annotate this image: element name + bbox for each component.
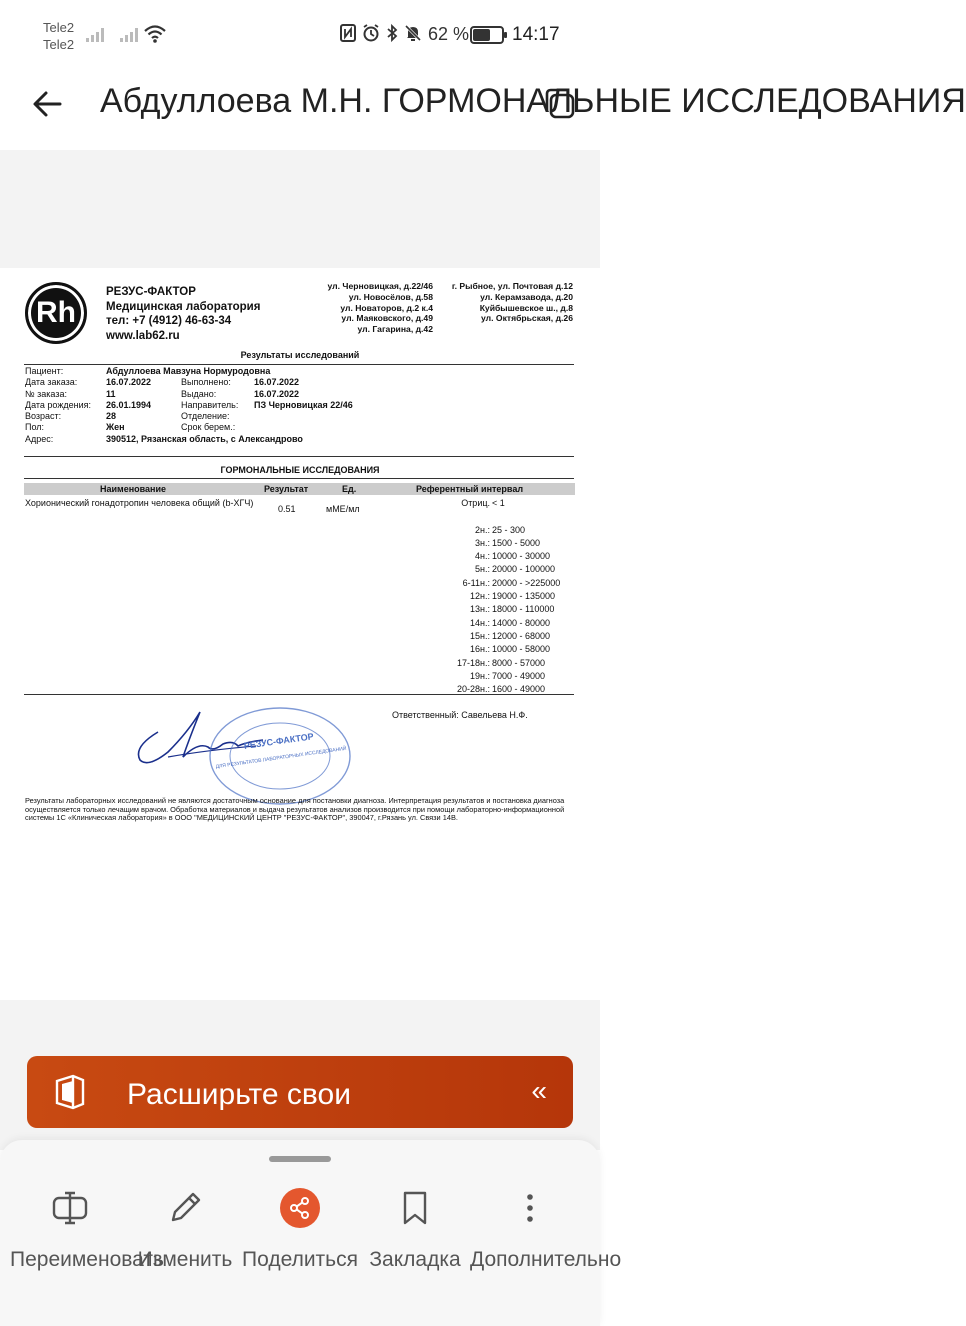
table-header — [24, 483, 575, 495]
address-line: ул. Новосёлов, д.58 — [348, 291, 433, 302]
signal-1-icon — [86, 26, 104, 42]
divider — [24, 456, 574, 457]
birth-date: 26.01.1994 — [106, 399, 152, 410]
address-line: ул. Новаторов, д.2 к.4 — [340, 302, 433, 313]
done-date: 16.07.2022 — [254, 377, 300, 388]
reference-intervals — [400, 498, 570, 697]
battery-percent: 62 % — [428, 24, 470, 44]
test-result: 0.51 — [278, 504, 296, 514]
order-date: 16.07.2022 — [106, 377, 152, 388]
test-name: Хорионический гонадотропин человека общий (b-ХГЧ) — [25, 498, 254, 508]
ref-period: 6-11н.: — [462, 577, 490, 588]
copy-icon[interactable] — [542, 86, 578, 122]
ref-interval-row — [400, 658, 570, 671]
ref-interval-row — [400, 511, 570, 524]
arrow-left-icon[interactable] — [30, 86, 66, 122]
col-result: Результат — [264, 484, 309, 494]
addresses-col-2 — [440, 281, 573, 324]
share-button[interactable] — [240, 1188, 360, 1274]
signal-2-icon — [120, 26, 138, 42]
bluetooth-icon — [386, 24, 398, 42]
address-line: ул. Гагарина, д.42 — [357, 324, 433, 335]
clock: 14:17 — [512, 24, 560, 45]
ref-interval-row — [400, 551, 570, 564]
double-chevron-left-icon[interactable]: « — [531, 1075, 547, 1106]
more-button[interactable] — [470, 1188, 622, 1274]
upgrade-banner[interactable] — [27, 1056, 573, 1128]
ref-interval-row — [400, 604, 570, 617]
ref-interval-row — [400, 525, 570, 538]
carrier-2: Tele2 — [43, 37, 75, 52]
lab-info — [106, 285, 260, 343]
carrier-names — [43, 19, 74, 53]
lab-subtitle: Медицинская лаборатория — [106, 300, 261, 313]
pencil-icon — [165, 1188, 205, 1228]
action-label: Закладка — [369, 1248, 461, 1271]
more-icon — [510, 1188, 550, 1228]
ref-range: 1500 - 5000 — [492, 537, 541, 548]
ref-range: 12000 - 68000 — [492, 630, 551, 641]
ref-period: 12н.: — [470, 591, 490, 602]
ref-interval-row — [400, 498, 570, 511]
issued-label: Выдано: — [181, 388, 217, 399]
ref-interval-row — [400, 578, 570, 591]
ref-range: 10000 - 58000 — [492, 644, 551, 655]
ref-range: 10000 - 30000 — [492, 551, 551, 562]
divider — [24, 364, 574, 365]
order-date-label: Дата заказа: — [25, 377, 78, 388]
wifi-icon — [144, 24, 166, 44]
ref-period: 16н.: — [470, 644, 490, 655]
ref-period: 14н.: — [470, 617, 490, 628]
bookmark-button[interactable] — [355, 1188, 475, 1274]
ref-interval-row — [400, 631, 570, 644]
ref-range: 1600 - 49000 — [492, 684, 546, 695]
ref-interval-row — [400, 538, 570, 551]
stamp-subtitle: ДЛЯ РЕЗУЛЬТАТОВ ЛАБОРАТОРНЫХ ИССЛЕДОВАНИЙ — [215, 745, 347, 771]
ref-period: 19н.: — [470, 670, 490, 681]
action-label: Переименовать — [10, 1248, 164, 1271]
order-no-label: № заказа: — [25, 388, 67, 399]
divider — [24, 694, 574, 695]
ref-range: 19000 - 135000 — [492, 591, 556, 602]
results-title: Результаты исследований — [240, 350, 360, 360]
ref-range: 14000 - 80000 — [492, 617, 551, 628]
carrier-1: Tele2 — [43, 20, 75, 35]
rename-icon — [50, 1188, 90, 1228]
ref-period: 13н.: — [470, 604, 490, 615]
address-line: г. Рыбное, ул. Почтовая д.12 — [451, 281, 573, 291]
ref-period: 20-28н.: — [457, 684, 490, 695]
document-page — [0, 268, 600, 1000]
order-no: 11 — [106, 388, 116, 399]
dept-label: Отделение: — [181, 411, 230, 422]
divider — [24, 478, 574, 479]
lab-site: www.lab62.ru — [106, 329, 180, 342]
col-name: Наименование — [100, 484, 167, 494]
ref-interval-row — [400, 591, 570, 604]
drag-handle[interactable] — [269, 1156, 331, 1162]
ref-period: Отриц. — [461, 498, 490, 508]
address-line: ул. Октябрьская, д.26 — [480, 313, 573, 324]
address: 390512, Рязанская область, с Александрово — [106, 433, 303, 444]
stamp-title: РЕЗУС-ФАКТОР — [243, 731, 315, 751]
ref-range: 8000 - 57000 — [492, 657, 546, 668]
patient-name: Абдуллоева Мавзуна Нормуродовна — [106, 366, 271, 376]
banner-text: Расширьте свои — [127, 1078, 351, 1111]
ref-interval-row — [400, 684, 570, 697]
office-icon — [53, 1074, 85, 1110]
ref-range: 18000 - 110000 — [492, 604, 555, 615]
status-bar — [0, 0, 600, 72]
ref-range: 7000 - 49000 — [492, 670, 546, 681]
pregnancy-label: Срок берем.: — [181, 422, 236, 433]
patient-info — [25, 366, 575, 445]
age: 28 — [106, 411, 117, 422]
edit-button[interactable] — [125, 1188, 245, 1274]
patient-label: Пациент: — [25, 366, 64, 376]
section-title: ГОРМОНАЛЬНЫЕ ИССЛЕДОВАНИЯ — [220, 465, 380, 475]
address-line: Куйбышевское ш., д.8 — [479, 302, 573, 313]
col-unit: Ед. — [342, 484, 357, 494]
address-line: ул. Черновицкая, д.22/46 — [327, 281, 433, 291]
ref-interval-row — [400, 564, 570, 577]
ref-range: 20000 - 100000 — [492, 564, 556, 575]
document-viewer[interactable] — [0, 150, 600, 1150]
share-icon — [280, 1188, 320, 1228]
document-title: Абдуллоева М.Н. ГОРМОНАЛЬНЫЕ ИССЛЕДОВАНИЯ — [100, 82, 966, 120]
ref-range: < 1 — [492, 498, 505, 508]
ref-period: 2н.: — [475, 524, 490, 535]
ref-range: 20000 - >225000 — [492, 577, 561, 588]
bookmark-icon — [395, 1188, 435, 1228]
issued-date: 16.07.2022 — [254, 388, 300, 399]
ref-interval-row — [400, 671, 570, 684]
stamp — [205, 705, 355, 807]
ref-range: 25 - 300 — [492, 524, 526, 535]
referrer: ПЗ Черновицкая 22/46 — [254, 399, 353, 410]
done-label: Выполнено: — [181, 377, 231, 388]
battery-icon — [470, 26, 504, 44]
addresses-col-1 — [300, 281, 433, 335]
address-line: ул. Маяковского, д.49 — [341, 313, 433, 324]
ref-interval-row — [400, 644, 570, 657]
birth-label: Дата рождения: — [25, 399, 91, 410]
responsible: Ответственный: Савельева Н.Ф. — [392, 710, 528, 720]
test-unit: мМЕ/мл — [326, 504, 360, 514]
referrer-label: Направитель: — [181, 399, 239, 410]
address-label: Адрес: — [25, 433, 54, 444]
bottom-sheet — [0, 1140, 622, 1326]
col-ref: Референтный интервал — [416, 484, 524, 494]
action-label: Изменить — [137, 1248, 233, 1271]
ref-period: 3н.: — [475, 537, 490, 548]
ref-period: 15н.: — [470, 630, 490, 641]
sex-label: Пол: — [25, 422, 45, 433]
app-bar — [0, 72, 966, 150]
age-label: Возраст: — [25, 411, 62, 422]
mute-bell-icon — [404, 24, 422, 42]
lab-phone: тел: +7 (4912) 46-63-34 — [106, 315, 232, 327]
ref-period: 5н.: — [475, 564, 490, 575]
ref-period: 4н.: — [475, 551, 490, 562]
lab-logo: Rh — [25, 282, 87, 344]
disclaimer: Результаты лабораторных исследований не являются достаточным основание для постановки диагноза. Интерпретация результатов и постановка диагноза осуществляется только лечащим врачом. Обработка материалов и выдача результатов анализов производится при помощи лабораторно-информационной системы 1С «Клиническая лаборатория» в ООО "МЕДИЦИНСКИЙ ЦЕНТР "РЕЗУС-ФАКТОР", 390047, г.Рязань ул. Связи 14В. — [25, 796, 565, 823]
address-line: ул. Керамзавода, д.20 — [480, 291, 573, 302]
nfc-icon — [340, 24, 356, 42]
ref-interval-row — [400, 618, 570, 631]
lab-name: РЕЗУС-ФАКТОР — [106, 286, 196, 298]
battery-fill — [473, 29, 490, 41]
sex: Жен — [106, 422, 125, 433]
action-label: Поделиться — [242, 1248, 358, 1271]
action-label: Дополнительно — [470, 1248, 622, 1271]
ref-period: 17-18н.: — [457, 657, 490, 668]
system-icons — [340, 24, 422, 42]
alarm-icon — [362, 24, 380, 42]
rename-button[interactable] — [10, 1188, 164, 1274]
